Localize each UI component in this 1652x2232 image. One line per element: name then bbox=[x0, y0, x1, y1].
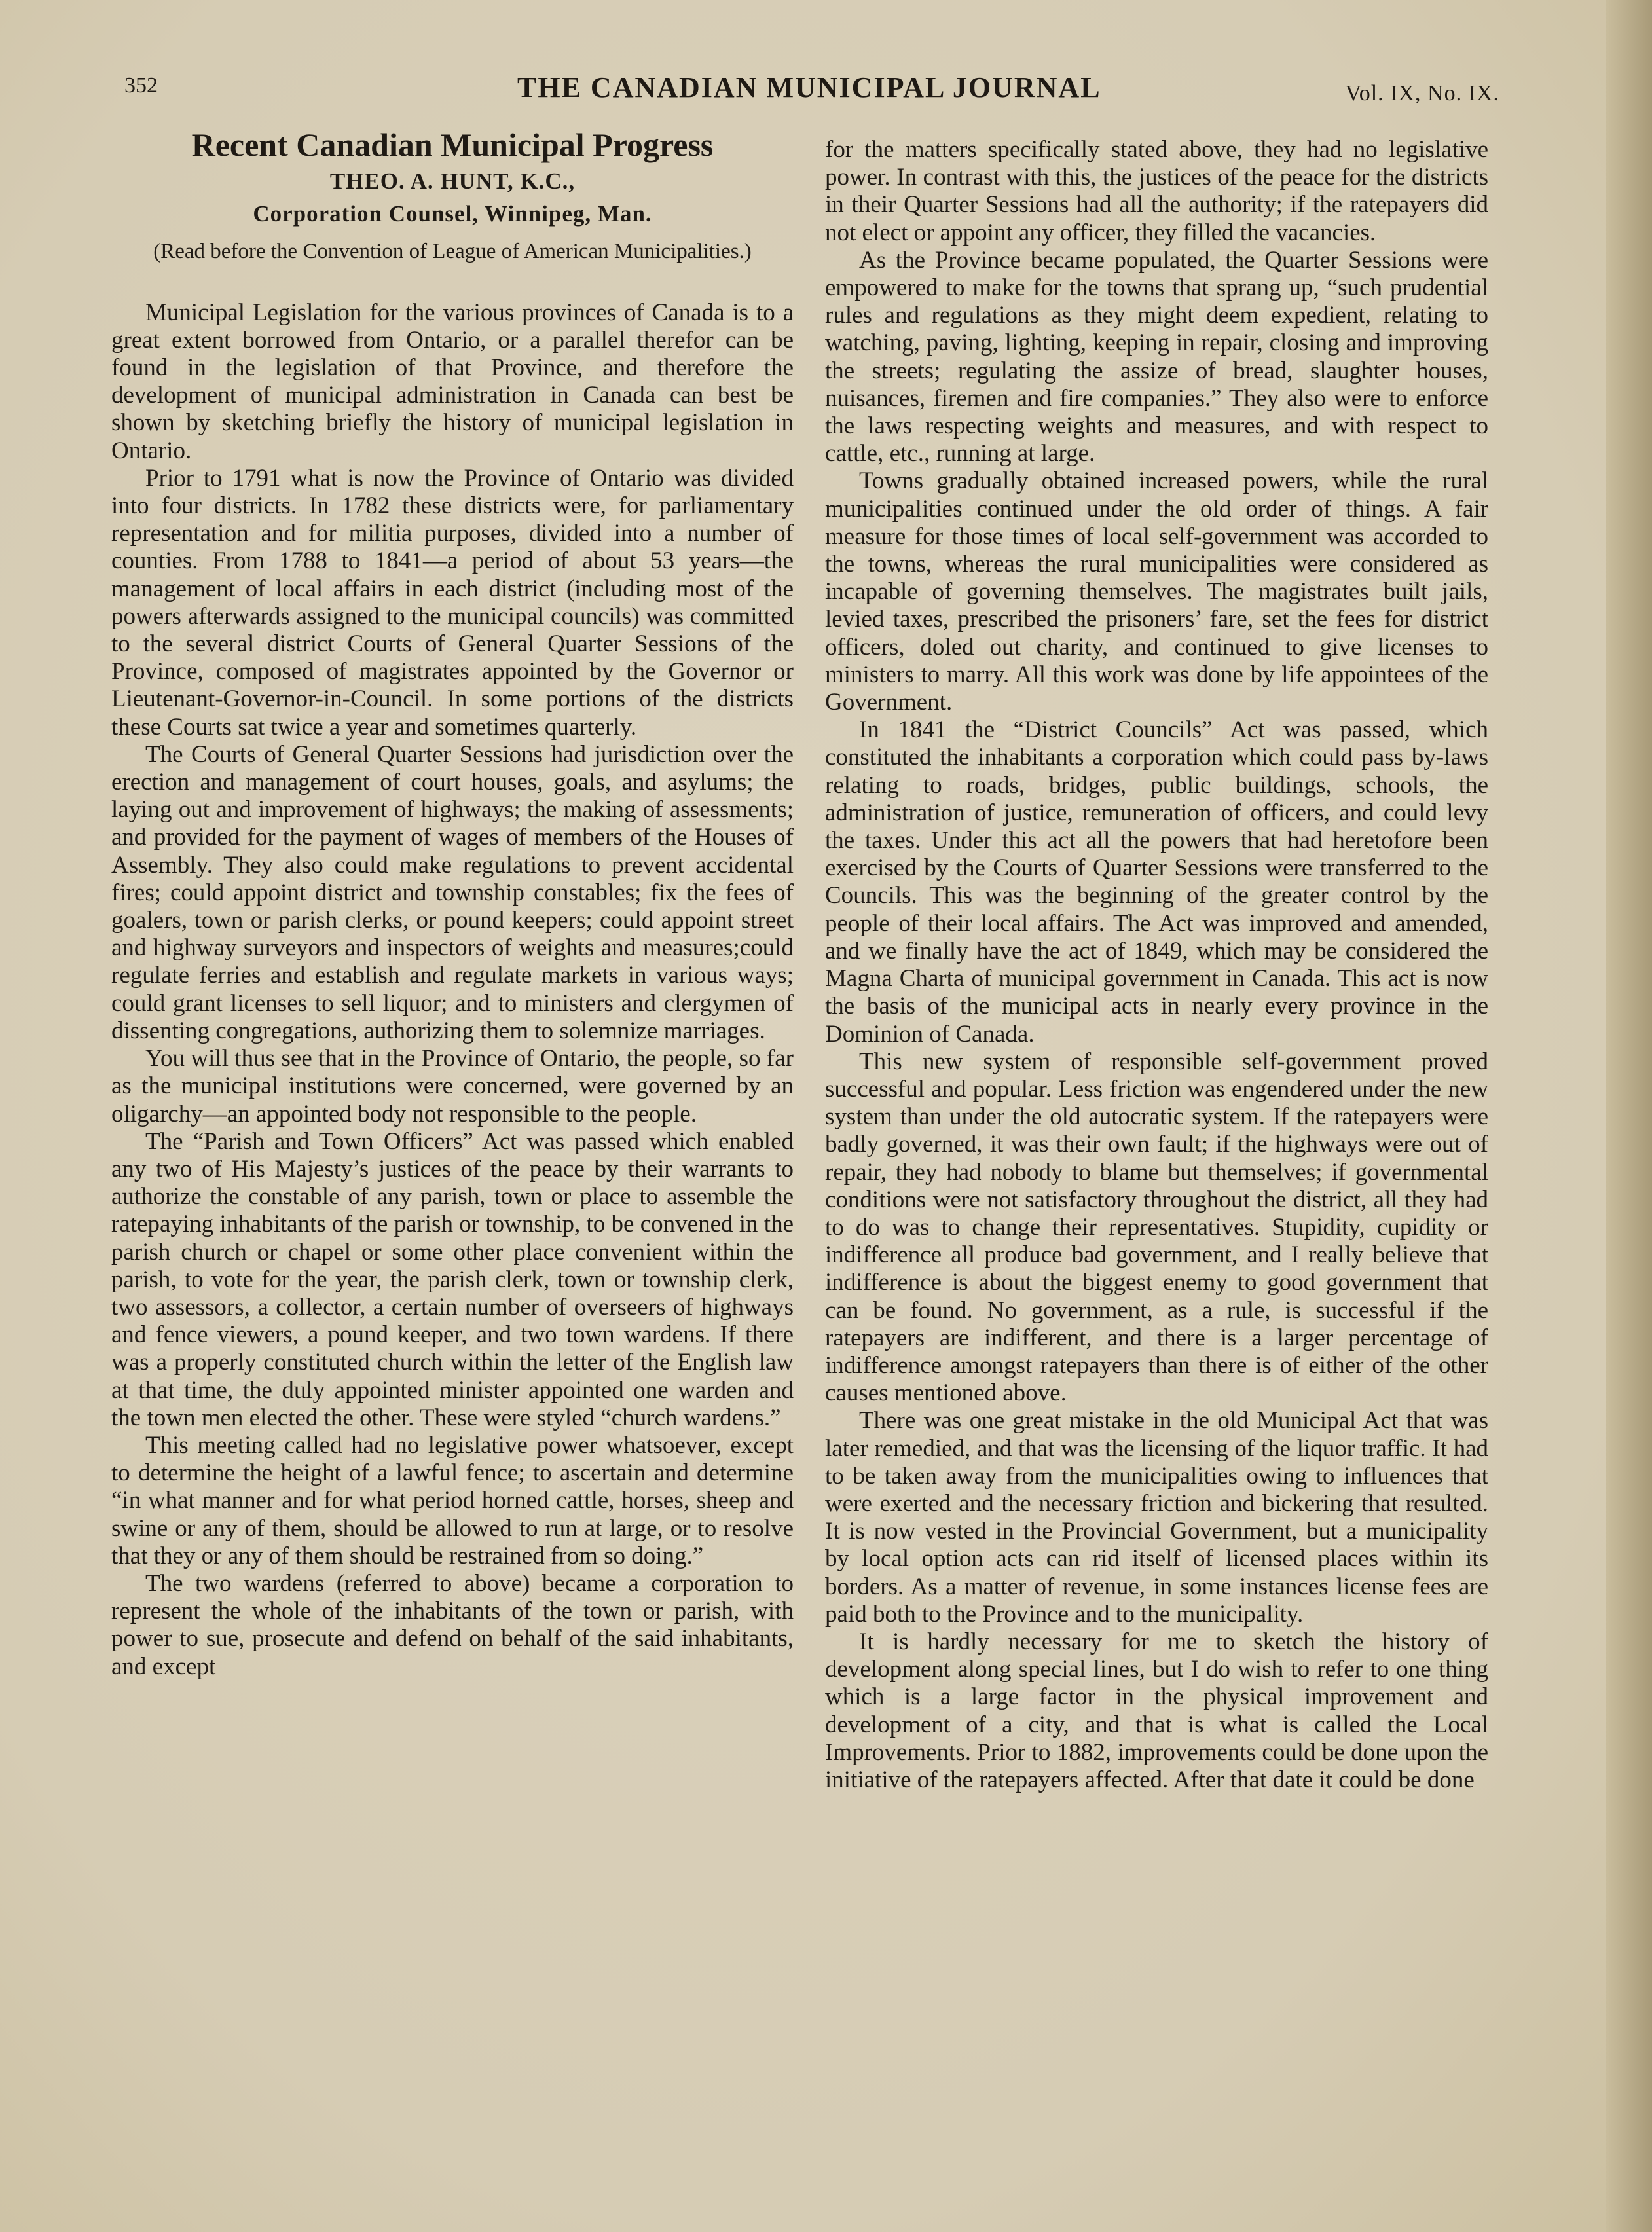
paragraph: There was one great mistake in the old Municipal Act that was later remedied, and that was the licensing of the liquor traffic. It had to be taken away from the municipalities owing to influences that were exerted and the necessary friction and bickering that resulted. It is now vested in the Provincial Government, but a municipality by local option acts can rid itself of licensed places within its borders. As a matter of revenue, in some instances license fees are paid both to the Province and to the municipality. bbox=[825, 1407, 1488, 1628]
journal-title: THE CANADIAN MUNICIPAL JOURNAL bbox=[517, 71, 1101, 103]
volume-number: Vol. IX, No. IX. bbox=[1345, 81, 1499, 105]
running-head bbox=[124, 71, 1499, 117]
paragraph: In 1841 the “District Councils” Act was passed, which constituted the inhabitants a corporation which could pass by-laws relating to roads, bridges, public buildings, schools, the administration of justice, remuneration of officers, and could levy the taxes. Under this act all the powers that had heretofore been exercised by the Courts of Quarter Sessions were transferred to the Councils. This was the beginning of the greater control by the people of their local affairs. The Act was improved and amended, and we finally have the act of 1849, which may be considered the Magna Charta of municipal government in Canada. This act is now the basis of the municipal acts in nearly every province in the Dominion of Canada. bbox=[825, 716, 1488, 1048]
article-author: THEO. A. HUNT, K.C., bbox=[329, 168, 576, 194]
left-column bbox=[111, 128, 794, 1681]
paragraph: for the matters specifically stated above, they had no legislative power. In contrast with this, the justices of the peace for the districts in their Quarter Sessions had all the authority; if the ratepayers did not elect or appoint any officer, they filled the vacancies. bbox=[825, 136, 1488, 246]
author-affiliation: Corporation Counsel, Winnipeg, Man. bbox=[253, 201, 652, 227]
right-column bbox=[825, 136, 1488, 1794]
paragraph: This new system of responsible self-government proved successful and popular. Less friction was engendered under the new system than under the old autocratic system. If the ratepayers were badly governed, it was their own fault; if the highways were out of repair, they had nobody to blame but themselves; if governmental conditions were not satisfactory throughout the district, all they had to do was to change their representatives. Stupidity, cupidity or indifference all produce bad government, and I really believe that indifference is about the biggest enemy to good government that can be found. No government, as a rule, is successful if the ratepayers are indifferent, and there is a larger percentage of indifference amongst ratepayers than there is of either of the other causes mentioned above. bbox=[825, 1048, 1488, 1407]
paragraph: Towns gradually obtained increased powers, while the rural municipalities continued under the old order of things. A fair measure for those times of local self-government was accorded to the towns, whereas the rural municipalities were considered as incapable of governing themselves. The magistrates built jails, levied taxes, prescribed the prisoners’ fare, set the fees for district officers, doled out charity, and continued to give licenses to ministers to marry. All this work was done by life appointees of the Government. bbox=[825, 467, 1488, 716]
paragraph: As the Province became populated, the Quarter Sessions were empowered to make for the towns that sprang up, “such prudential rules and regulations as they might deem expedient, relating to watching, paving, lighting, keeping in repair, closing and improving the streets; regulating the assize of bread, slaughter houses, nuisances, firemen and fire companies.” They also were to enforce the laws respecting weights and measures, and with respect to cattle, etc., running at large. bbox=[825, 246, 1488, 467]
page-spine-shadow bbox=[1606, 0, 1652, 2232]
page-number: 352 bbox=[124, 73, 158, 98]
paragraph: It is hardly necessary for me to sketch the history of development along special lines, but I do wish to refer to one thing which is a large factor in the physical improvement and development of a city, and that is what is called the Local Improvements. Prior to 1882, improvements could be done upon the initiative of the ratepayers affected. After that date it could be done bbox=[825, 1628, 1488, 1793]
paragraph: You will thus see that in the Province of Ontario, the people, so far as the municipal institutions were concerned, were governed by an oligarchy—an appointed body not responsible to the people. bbox=[111, 1045, 794, 1127]
paragraph: The “Parish and Town Officers” Act was passed which enabled any two of His Majesty’s justices of the peace by their warrants to authorize the constable of any parish, town or place to assemble the ratepaying inhabitants of the parish or township, to be convened in the parish church or chapel or some other place convenient within the parish, to vote for the year, the parish clerk, town or township clerk, two assessors, a collector, a certain number of overseers of highways and fence viewers, a pound keeper, and two town wardens. If there was a properly constituted church within the letter of the English law at that time, the duly appointed minister appointed one warden and the town men elected the other. These were styled “church wardens.” bbox=[111, 1127, 794, 1431]
article-note: (Read before the Convention of League of American Municipalities.) bbox=[153, 239, 752, 263]
paragraph: Municipal Legislation for the various provinces of Canada is to a great extent borrowed from Ontario, or a parallel therefor can be found in the legislation of that Province, and therefore the development of municipal administration in Canada can best be shown by sketching briefly the history of municipal legislation in Ontario. bbox=[111, 299, 794, 464]
paragraph: The Courts of General Quarter Sessions had jurisdiction over the erection and management of court houses, goals, and asylums; the laying out and improvement of highways; the making of assessments; and provided for the payment of wages of members of the Houses of Assembly. They also could make regulations to prevent accidental fires; could appoint district and township constables; fix the fees of goalers, town or parish clerks, or pound keepers; could appoint street and highway surveyors and inspectors of weights and measures;could regulate ferries and establish and regulate markets in various ways; could grant licenses to sell liquor; and to ministers and clergymen of dissenting congregations, authorizing them to solemnize marriages. bbox=[111, 741, 794, 1044]
paragraph: This meeting called had no legislative power whatsoever, except to determine the height of a lawful fence; to ascertain and determine “in what manner and for what period horned cattle, horses, sheep and swine or any of them, should be allowed to run at large, or to resolve that they or any of them should be restrained from so doing.” bbox=[111, 1431, 794, 1569]
paragraph: Prior to 1791 what is now the Province of Ontario was divided into four districts. In 1782 these districts were, for parliamentary representation and for militia purposes, divided into a number of counties. From 1788 to 1841—a period of about 53 years—the management of local affairs in each district (including most of the powers afterwards assigned to the municipal councils) was committed to the several district Courts of General Quarter Sessions of the Province, composed of magistrates appointed by the Governor or Lieutenant-Governor-in-Council. In some portions of the districts these Courts sat twice a year and sometimes quarterly. bbox=[111, 464, 794, 741]
article-title: Recent Canadian Municipal Progress bbox=[191, 126, 714, 163]
paragraph: The two wardens (referred to above) became a corporation to represent the whole of the inhabitants of the town or parish, with power to sue, prosecute and defend on behalf of the said inhabitants, and except bbox=[111, 1569, 794, 1680]
